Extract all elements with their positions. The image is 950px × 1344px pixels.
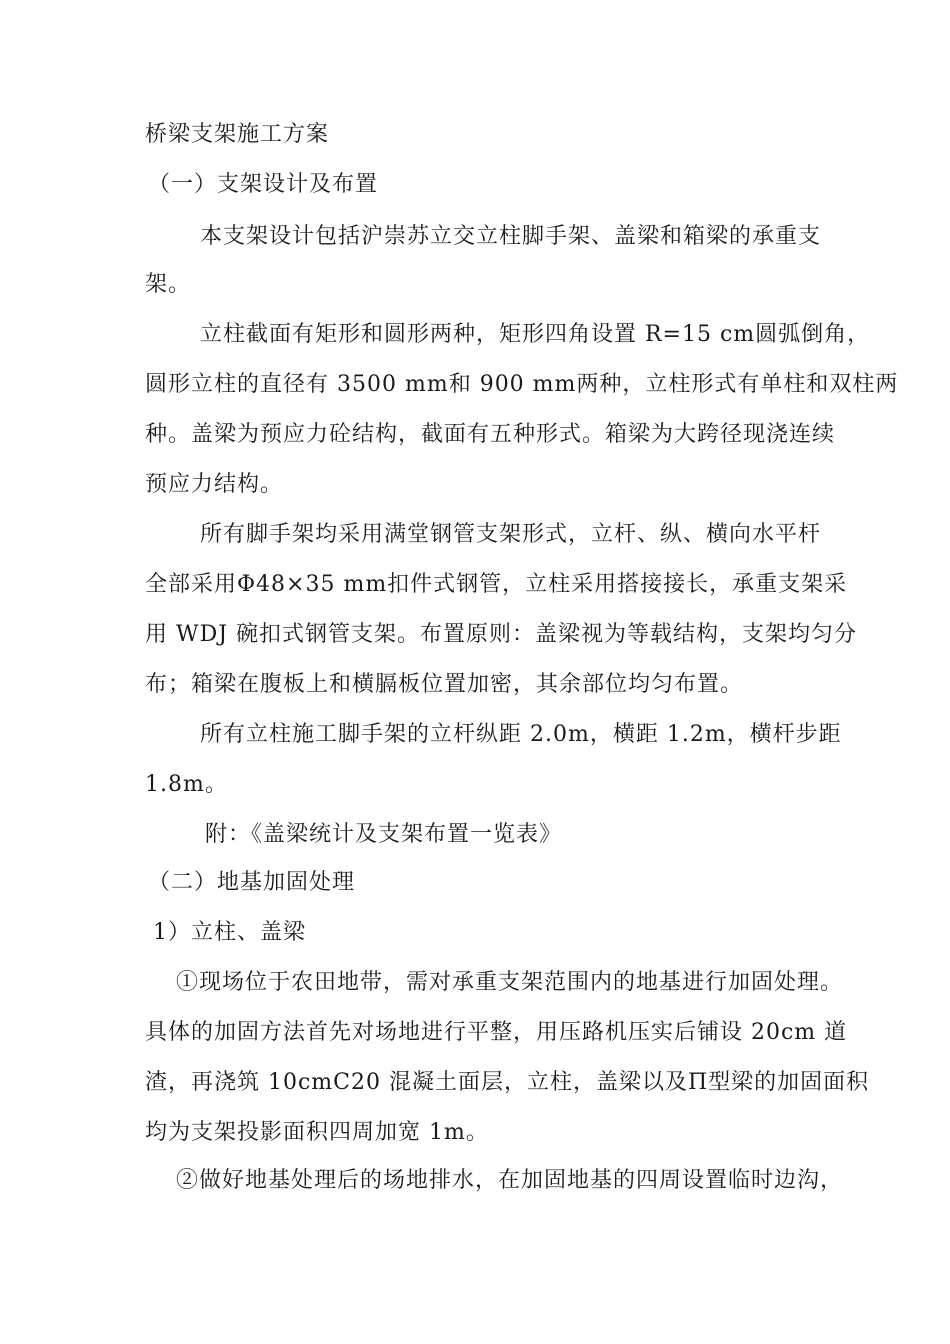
paragraph-line: 所有脚手架均采用满堂钢管支架形式，立杆、纵、横向水平杆 [200,522,822,547]
section-heading-support-design: （一）支架设计及布置 [148,172,379,197]
paragraph-line: 立柱截面有矩形和圆形两种，矩形四角设置 R=15 cm圆弧倒角， [200,322,871,347]
paragraph-line: 用 WDJ 碗扣式钢管支架。布置原则：盖梁视为等载结构，支架均匀分 [145,622,858,647]
paragraph-line: 所有立柱施工脚手架的立杆纵距 2.0m，横距 1.2m，横杆步距 [200,722,842,747]
paragraph-line: 全部采用Φ48×35 mm扣件式钢管，立柱采用搭接接长，承重支架采 [145,572,848,597]
paragraph-line: 预应力结构。 [145,472,284,497]
subsection-heading-columns: 1）立柱、盖梁 [153,920,306,945]
paragraph-line: ①现场位于农田地带，需对承重支架范围内的地基进行加固处理。 [176,970,844,995]
paragraph-line: ②做好地基处理后的场地排水，在加固地基的四周设置临时边沟， [176,1168,844,1193]
appendix-reference: 附：《盖梁统计及支架布置一览表》 [205,822,563,847]
section-heading-foundation: （二）地基加固处理 [148,870,356,895]
document-title: 桥梁支架施工方案 [145,122,330,147]
paragraph-line: 均为支架投影面积四周加宽 1m。 [145,1120,489,1145]
paragraph-line: 1.8m。 [145,772,228,797]
paragraph-line: 架。 [145,272,192,297]
paragraph-line: 渣，再浇筑 10cmC20 混凝土面层，立柱，盖梁以及Π型梁的加固面积 [145,1070,870,1095]
paragraph-line: 本支架设计包括沪崇苏立交立柱脚手架、盖梁和箱梁的承重支 [200,224,822,249]
paragraph-line: 圆形立柱的直径有 3500 mm和 900 mm两种，立柱形式有单柱和双柱两 [145,372,899,397]
paragraph-line: 布；箱梁在腹板上和横膈板位置加密，其余部位均匀布置。 [145,672,744,697]
paragraph-line: 具体的加固方法首先对场地进行平整，用压路机压实后铺设 20cm 道 [145,1020,848,1045]
paragraph-line: 种。盖梁为预应力砼结构，截面有五种形式。箱梁为大跨径现浇连续 [145,422,836,447]
